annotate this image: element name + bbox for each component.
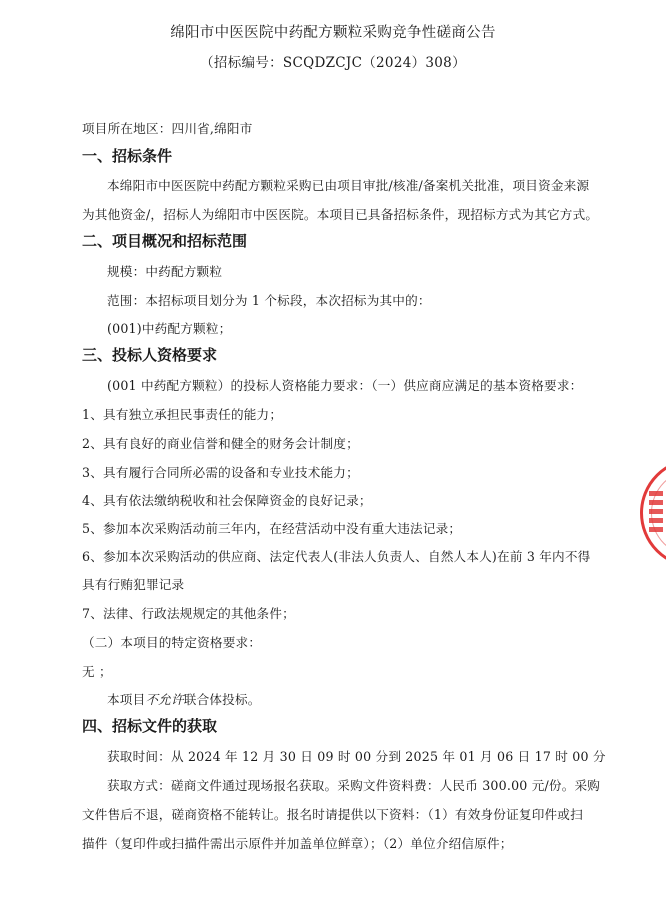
project-scale: 规模：中药配方颗粒 xyxy=(107,264,223,279)
qualification-item: 7、法律、行政法规规定的其他条件； xyxy=(82,606,295,621)
acquisition-method: 获取方式：磋商文件通过现场报名获取。采购文件资料费：人民币 300.00 元/份。采购 xyxy=(107,778,601,793)
seal-characters-icon xyxy=(649,491,663,535)
acquisition-method: 描件（复印件或扫描件需出示原件并加盖单位鲜章）；（2）单位介绍信原件； xyxy=(82,836,513,851)
project-region: 项目所在地区：四川省,绵阳市 xyxy=(82,121,253,136)
qualification-item: 2、具有良好的商业信誉和健全的财务会计制度； xyxy=(82,436,359,451)
qualification-item: 具有行贿犯罪记录 xyxy=(82,577,185,592)
project-scope: 范围：本招标项目划分为 1 个标段，本次招标为其中的： xyxy=(107,293,431,308)
acquisition-time: 获取时间：从 2024 年 12 月 30 日 09 时 00 分到 2025 年 01 月 06 日 17 时 00 分 xyxy=(107,749,606,764)
acquisition-method: 文件售后不退，磋商资格不能转让。报名时请提供以下资料：（1）有效身份证复印件或扫 xyxy=(82,807,583,822)
consortium-note xyxy=(107,689,261,708)
section-heading-overview: 二、项目概况和招标范围 xyxy=(82,232,248,250)
lot-item: (001)中药配方颗粒； xyxy=(107,321,232,336)
section-heading-documents: 四、招标文件的获取 xyxy=(82,717,218,735)
paragraph-line: 本绵阳市中医医院中药配方颗粒采购已由项目审批/核准/备案机关批准，项目资金来源 xyxy=(107,178,590,193)
qualification-intro: (001 中药配方颗粒）的投标人资格能力要求：（一）供应商应满足的基本资格要求： xyxy=(107,378,583,393)
section-heading-conditions: 一、招标条件 xyxy=(82,147,173,165)
qualification-item: 3、具有履行合同所必需的设备和专业技术能力； xyxy=(82,465,359,480)
special-qualification: （二）本项目的特定资格要求： xyxy=(82,635,262,650)
special-qualification-none: 无 ； xyxy=(82,664,112,679)
tender-number: （招标编号：SCQDZCJC（2024）308） xyxy=(200,55,466,71)
qualification-item: 4、具有依法缴纳税收和社会保障资金的良好记录； xyxy=(82,493,372,508)
section-heading-qualification: 三、投标人资格要求 xyxy=(82,346,218,364)
consortium-prefix: 本项目 xyxy=(107,692,146,707)
qualification-item: 1、具有独立承担民事责任的能力； xyxy=(82,407,283,422)
qualification-item: 6、参加本次采购活动的供应商、法定代表人(非法人负责人、自然人本人)在前 3 年内不得 xyxy=(82,549,591,564)
paragraph-line: 为其他资金/，招标人为绵阳市中医医院。本项目已具备招标条件，现招标方式为其它方式。 xyxy=(82,207,599,222)
official-seal-icon xyxy=(640,458,666,568)
consortium-suffix: 联合体投标。 xyxy=(183,692,261,707)
consortium-emphasis: 不允许 xyxy=(145,692,184,707)
document-title: 绵阳市中医医院中药配方颗粒采购竞争性磋商公告 xyxy=(170,25,496,41)
qualification-item: 5、参加本次采购活动前三年内，在经营活动中没有重大违法记录； xyxy=(82,521,462,536)
